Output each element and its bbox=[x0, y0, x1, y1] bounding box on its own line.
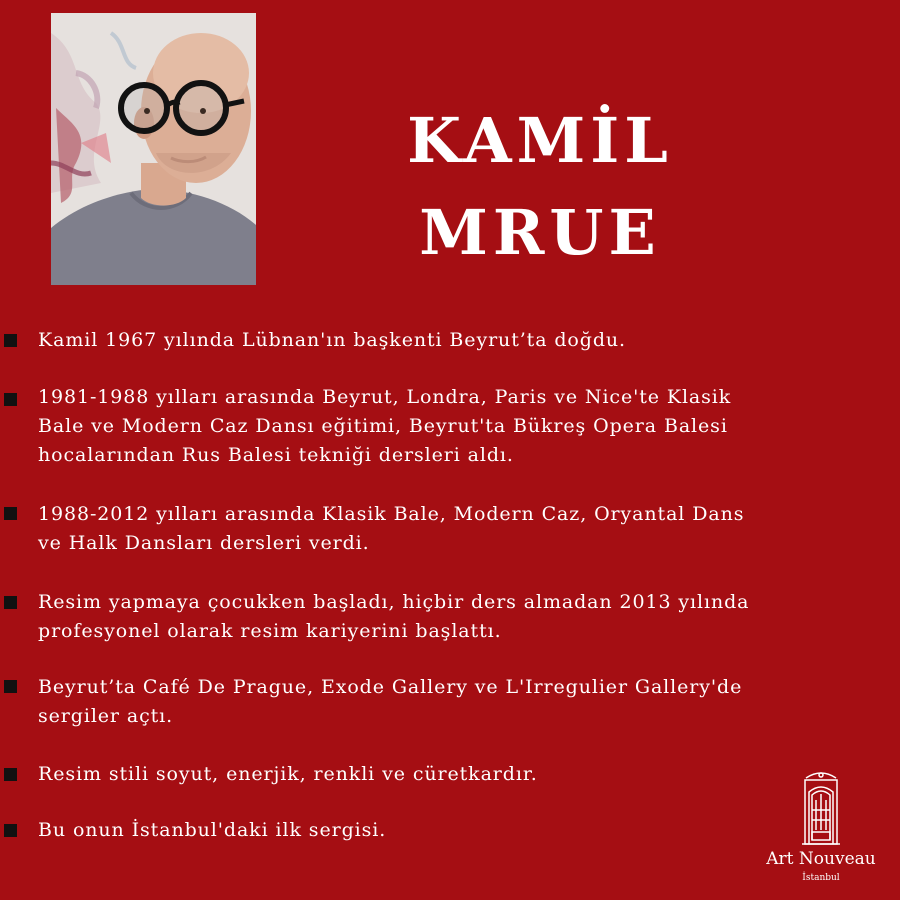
list-item-line: profesyonel olarak resim kariyerini başlattı. bbox=[38, 620, 502, 642]
bullet-marker bbox=[4, 824, 17, 837]
title-last-name: MRUE bbox=[419, 196, 661, 269]
bullet-marker bbox=[4, 393, 17, 406]
list-item bbox=[38, 816, 868, 845]
list-item-line: Resim yapmaya çocukken başladı, hiçbir ders almadan 2013 yılında bbox=[38, 591, 750, 613]
list-item-line: 1988-2012 yılları arasında Klasik Bale, Modern Caz, Oryantal Dans bbox=[38, 503, 745, 525]
list-item-line: hocalarından Rus Balesi tekniği dersleri aldı. bbox=[38, 444, 514, 466]
list-item-line: ve Halk Dansları dersleri verdi. bbox=[38, 532, 370, 554]
title-first-name: KAMİL bbox=[407, 104, 673, 177]
list-item-line: 1981-1988 yılları arasında Beyrut, Londra, Paris ve Nice'te Klasik bbox=[38, 386, 732, 408]
logo-city: İstanbul bbox=[802, 873, 840, 883]
list-item bbox=[38, 673, 868, 731]
list-item bbox=[38, 500, 868, 558]
bullet-marker bbox=[4, 507, 17, 520]
bullet-marker bbox=[4, 680, 17, 693]
list-item bbox=[38, 588, 868, 646]
bullet-marker bbox=[4, 768, 17, 781]
list-item-line: Bale ve Modern Caz Dansı eğitimi, Beyrut'ta Bükreş Opera Balesi bbox=[38, 415, 728, 437]
logo-brand-name: Art Nouveau bbox=[766, 849, 876, 869]
list-item-line: Resim stili soyut, enerjik, renkli ve cüretkardır. bbox=[38, 763, 538, 785]
bullet-marker bbox=[4, 596, 17, 609]
list-item bbox=[38, 326, 868, 355]
list-item bbox=[38, 760, 868, 789]
art-nouveau-logo bbox=[762, 770, 880, 890]
building-door-icon bbox=[762, 770, 880, 848]
list-item-line: Beyrut’ta Café De Prague, Exode Gallery ve L'Irregulier Gallery'de bbox=[38, 676, 743, 698]
list-item bbox=[38, 383, 868, 470]
list-item-line: Kamil 1967 yılında Lübnan'ın başkenti Beyrut’ta doğdu. bbox=[38, 329, 626, 351]
list-item-line: sergiler açtı. bbox=[38, 705, 174, 727]
list-item-line: Bu onun İstanbul'daki ilk sergisi. bbox=[38, 819, 387, 841]
bullet-marker bbox=[4, 334, 17, 347]
